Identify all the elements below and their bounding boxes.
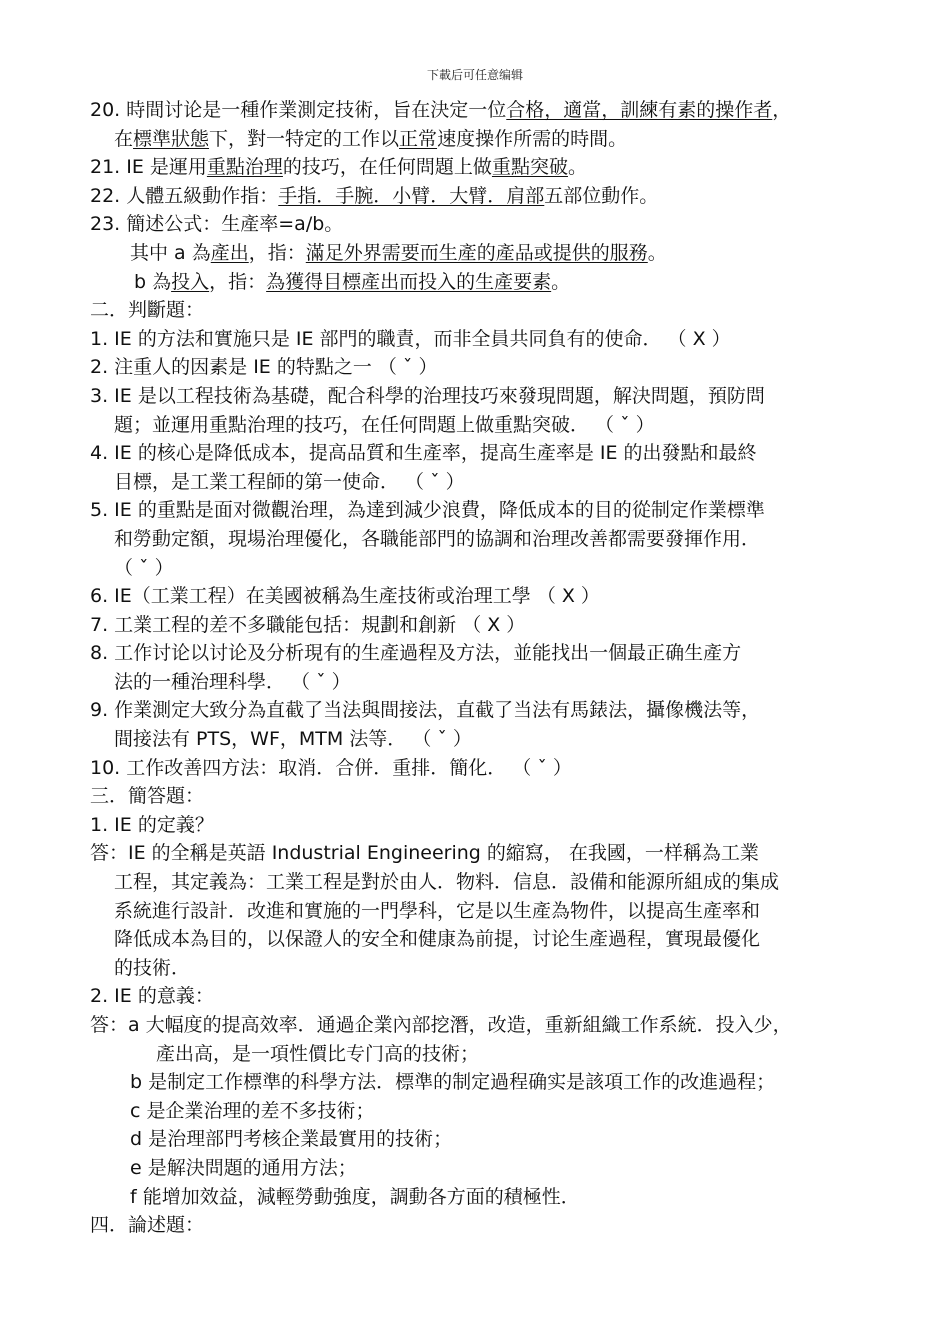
underlined-answer: 重點治理: [206, 156, 283, 179]
text-segment: b 是制定工作標準的科學方法．標準的制定過程确实是該項工作的改進過程；: [130, 1071, 776, 1094]
text-line: [90, 639, 865, 668]
text-line: [90, 782, 865, 811]
text-segment: 1. IE 的定義？: [90, 813, 214, 836]
text-line: [90, 1011, 865, 1040]
underlined-answer: 滿足外界需要而生產的產品或提供的服務: [305, 241, 648, 264]
text-segment: 5. IE 的重點是面对微觀治理，為達到減少浪費，降低成本的目的從制定作業標準: [90, 499, 765, 522]
text-line: [90, 1040, 865, 1069]
text-line: [90, 954, 865, 983]
text-segment: b 為: [134, 270, 172, 293]
text-line: [90, 468, 865, 497]
document-body: [90, 96, 865, 1240]
text-segment: 8. 工作讨论以讨论及分析現有的生產過程及方法，並能找出一個最正确生產方: [90, 642, 742, 665]
text-segment: 9. 作業測定大致分為直截了当法與間接法，直截了当法有馬錶法，攝像機法等，: [90, 699, 761, 722]
text-segment: 6. IE（工業工程）在美國被稱為生產技術或治理工學 （ X ）: [90, 585, 600, 608]
text-segment: 在: [114, 127, 134, 150]
text-line: [90, 353, 865, 382]
text-line: [90, 439, 865, 468]
text-segment: 1. IE 的方法和實施只是 IE 部門的職責，而非全員共同負有的使命． （ X ）: [90, 327, 731, 350]
text-line: [90, 1154, 865, 1183]
text-line: [90, 411, 865, 440]
underlined-answer: 投入: [171, 270, 210, 293]
text-segment: 。: [567, 156, 587, 179]
text-segment: 答：IE 的全稱是英語 Industrial Engineering 的縮寫， 在我國，一样稱為工業: [90, 842, 759, 865]
text-segment: 速度操作所需的時間。: [437, 127, 628, 150]
text-segment: 五部位動作。: [544, 184, 659, 207]
text-segment: 3. IE 是以工程技術為基礎，配合科學的治理技巧來發現問題，解決問題，預防問: [90, 384, 765, 407]
text-line: [90, 125, 865, 154]
text-line: [90, 325, 865, 354]
text-segment: 21. IE 是運用: [90, 156, 207, 179]
text-line: [90, 96, 865, 125]
text-line: [90, 210, 865, 239]
text-line: [90, 382, 865, 411]
text-segment: 三．簡答題：: [90, 785, 205, 808]
text-line: [90, 811, 865, 840]
underlined-answer: 正常: [399, 127, 438, 150]
text-segment: 10. 工作改善四方法：取消．合併．重排．簡化． （ ˇ ）: [90, 756, 572, 779]
underlined-answer: 標準狀態: [133, 127, 210, 150]
text-segment: e 是解決問題的通用方法；: [130, 1156, 357, 1179]
underlined-answer: 手指．手腕．小臂．大臂．肩部: [278, 184, 545, 207]
text-line: [90, 1068, 865, 1097]
text-segment: 四．論述題：: [90, 1214, 205, 1237]
text-line: [90, 1125, 865, 1154]
text-segment: 和勞動定額，現場治理優化，各職能部門的協調和治理改善都需要發揮作用．: [114, 527, 761, 550]
text-segment: 系統進行設計．改進和實施的一門學科，它是以生產為物件，以提高生產率和: [114, 899, 761, 922]
text-segment: f 能增加效益，減輕勞動強度，調動各方面的積極性．: [130, 1185, 580, 1208]
underlined-answer: 合格，適當，訓練有素的操作者: [506, 99, 773, 121]
text-segment: （ ˇ ）: [114, 556, 174, 579]
text-segment: 題；並運用重點治理的技巧，在任何問題上做重點突破． （ ˇ ）: [114, 413, 655, 436]
text-segment: 降低成本為目的，以保證人的安全和健康為前提，讨论生產過程，實現最優化: [114, 928, 761, 951]
text-segment: 下，對一特定的工作以: [209, 127, 400, 150]
text-segment: 20. 時間讨论是一種作業測定技術，旨在決定一位: [90, 99, 507, 121]
text-line: [90, 868, 865, 897]
text-line: [90, 668, 865, 697]
text-segment: 目標，是工業工程師的第一使命． （ ˇ ）: [114, 470, 465, 493]
underlined-answer: 為獲得目標產出而投入的生產要素: [266, 270, 552, 293]
text-line: [90, 582, 865, 611]
underlined-answer: 產出: [210, 241, 249, 264]
text-segment: 。: [647, 241, 667, 264]
text-segment: 4. IE 的核心是降低成本，提高品質和生產率，提高生產率是 IE 的出發點和最終: [90, 442, 757, 465]
text-segment: d 是治理部門考核企業最實用的技術；: [130, 1128, 453, 1151]
text-line: [90, 153, 865, 182]
text-line: [90, 754, 865, 783]
text-line: [90, 925, 865, 954]
text-segment: 7. 工業工程的差不多職能包括：規劃和創新 （ X ）: [90, 613, 526, 636]
text-line: [90, 839, 865, 868]
text-line: [90, 1211, 865, 1240]
text-segment: c 是企業治理的差不多技術；: [130, 1099, 375, 1122]
text-segment: 22. 人體五級動作指：: [90, 184, 279, 207]
text-line: [90, 239, 865, 268]
text-segment: 間接法有 PTS，WF，MTM 法等． （ ˇ ）: [114, 728, 472, 751]
text-line: [90, 296, 865, 325]
text-segment: 23. 簡述公式：生產率=a/b。: [90, 213, 344, 236]
text-line: [90, 696, 865, 725]
underlined-answer: 重點突破: [491, 156, 568, 179]
text-line: [90, 1097, 865, 1126]
text-segment: 的技巧，在任何問題上做: [282, 156, 492, 179]
text-segment: 其中 a 為: [130, 241, 211, 264]
text-line: [90, 182, 865, 211]
text-segment: 工程，其定義為：工業工程是對於由人．物料．信息．設備和能源所組成的集成: [114, 871, 780, 894]
text-segment: 法的一種治理科學． （ ˇ ）: [114, 670, 351, 693]
text-segment: 二．判斷題：: [90, 299, 205, 322]
text-segment: 產出高，是一項性價比专门高的技術；: [156, 1042, 480, 1065]
text-line: [90, 725, 865, 754]
text-line: [90, 554, 865, 583]
text-segment: 答：a 大幅度的提高效率．通過企業內部挖潛，改造，重新組織工作系統．投入少，: [90, 1014, 792, 1036]
text-line: [90, 897, 865, 926]
text-line: [90, 982, 865, 1011]
text-line: [90, 496, 865, 525]
text-segment: 2. 注重人的因素是 IE 的特點之一 （ ˇ ）: [90, 356, 438, 379]
text-segment: 。: [551, 270, 571, 293]
text-segment: ，指：: [209, 270, 267, 293]
text-line: [90, 525, 865, 554]
text-line: [90, 611, 865, 640]
page-header: 下載后可任意编辑: [426, 68, 523, 82]
text-segment: 的技術．: [114, 956, 191, 979]
text-segment: 2. IE 的意義：: [90, 985, 214, 1008]
text-segment: ，: [772, 99, 792, 121]
text-line: [90, 1183, 865, 1212]
text-segment: ，指：: [248, 241, 306, 264]
text-line: [90, 268, 865, 297]
